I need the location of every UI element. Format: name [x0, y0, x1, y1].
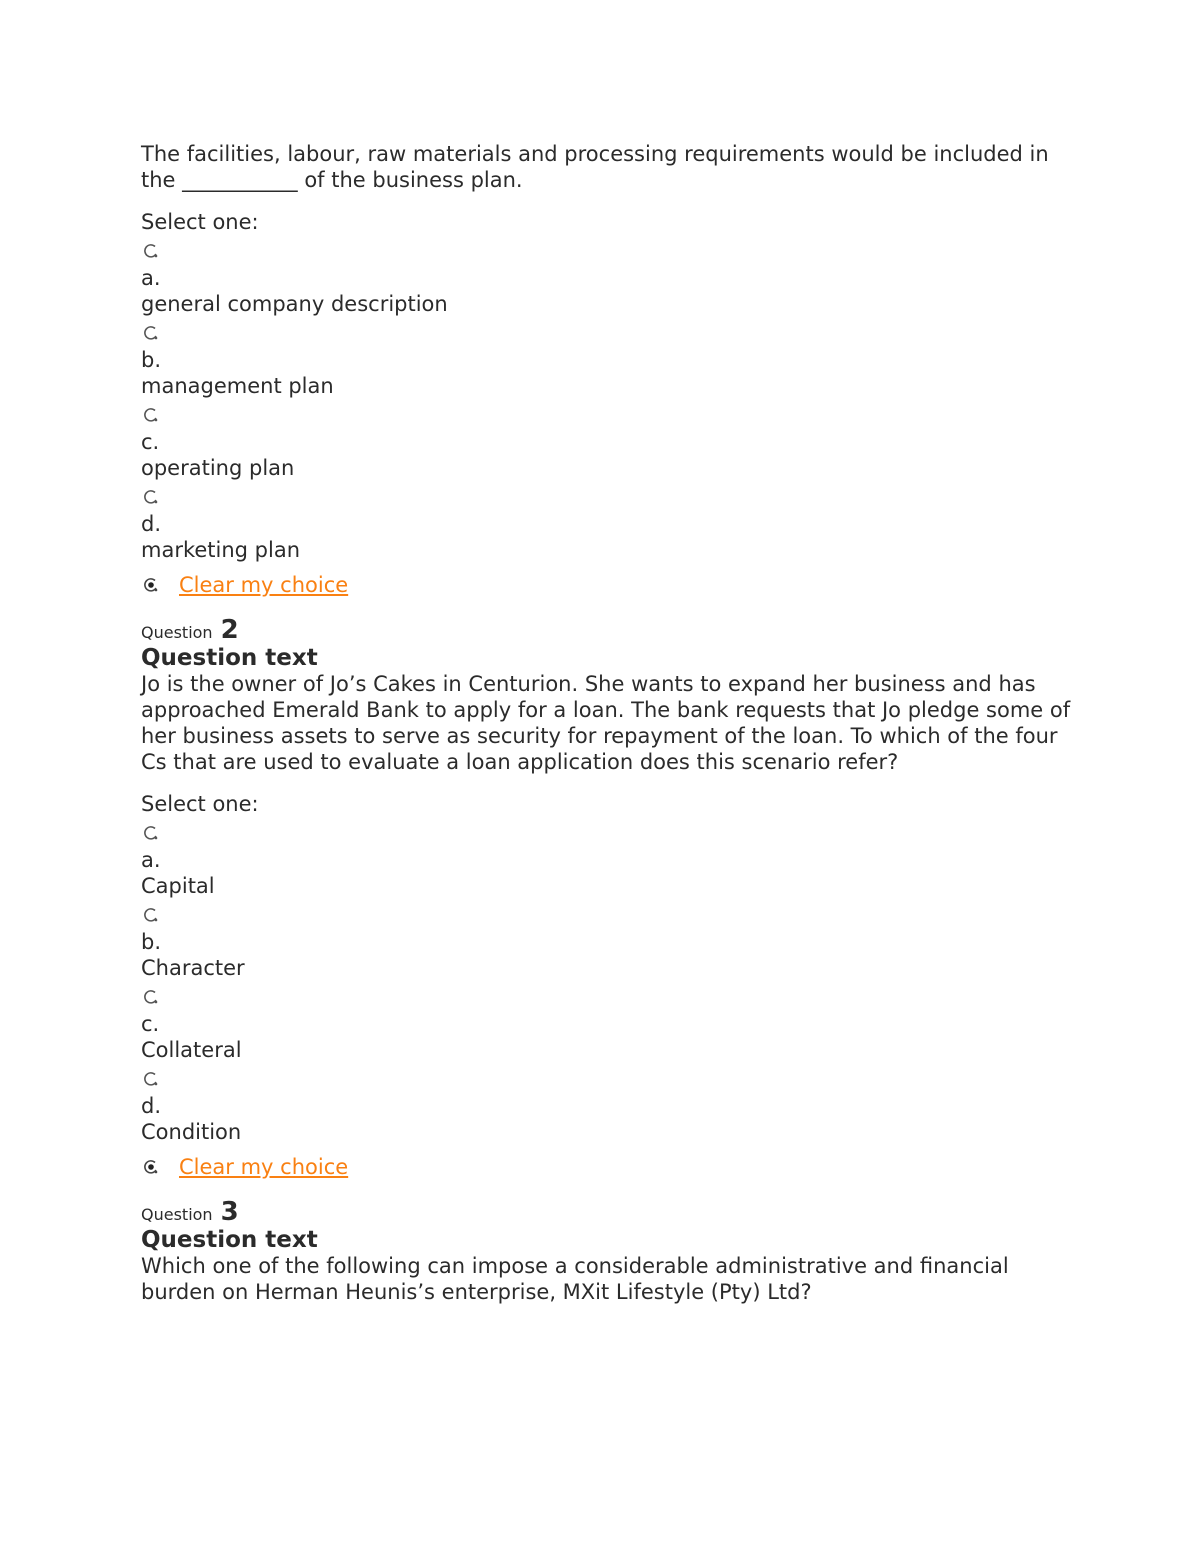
option-label[interactable]: Condition	[141, 1120, 242, 1144]
option-c[interactable]	[141, 407, 1071, 481]
option-letter: b.	[141, 348, 162, 372]
question-word: Question	[141, 1205, 213, 1224]
question-2	[141, 617, 1071, 1183]
select-one-label: Select one:	[141, 792, 259, 816]
option-letter: b.	[141, 930, 162, 954]
question-3-text: Which one of the following can impose a considerable administrative and financial burden on Herman Heunis’s enterprise, MXit Lifestyle (Pty) Ltd?	[141, 1254, 1009, 1304]
option-letter: c.	[141, 430, 160, 454]
select-one-label: Select one:	[141, 210, 259, 234]
clear-choice-row	[141, 1151, 1071, 1183]
option-letter: a.	[141, 266, 161, 290]
option-a[interactable]	[141, 243, 1071, 317]
option-b[interactable]	[141, 907, 1071, 981]
clear-my-choice-link[interactable]: Clear my choice	[179, 1155, 349, 1179]
option-c[interactable]	[141, 989, 1071, 1063]
quiz-page	[141, 141, 1071, 1305]
option-d[interactable]	[141, 1071, 1071, 1145]
question-1-text: The facilities, labour, raw materials and processing requirements would be included in the ___________ of the business plan.	[141, 142, 1049, 192]
radio-checked-icon[interactable]	[143, 1159, 159, 1175]
question-number-heading	[141, 617, 1071, 643]
option-label[interactable]: operating plan	[141, 456, 295, 480]
radio-unchecked-icon[interactable]	[143, 825, 159, 841]
option-b[interactable]	[141, 325, 1071, 399]
radio-unchecked-icon[interactable]	[143, 907, 159, 923]
clear-choice-row	[141, 569, 1071, 601]
question-3	[141, 1199, 1071, 1305]
question-1	[141, 141, 1071, 601]
clear-my-choice-link[interactable]: Clear my choice	[179, 573, 349, 597]
question-word: Question	[141, 623, 213, 642]
question-2-text: Jo is the owner of Jo’s Cakes in Centurion. She wants to expand her business and has approached Emerald Bank to apply for a loan. The bank requests that Jo pledge some of her business assets to serve as security for repayment of the loan. To which of the four Cs that are used to evaluate a loan application does this scenario refer?	[141, 672, 1071, 774]
option-label[interactable]: general company description	[141, 292, 448, 316]
option-label[interactable]: Collateral	[141, 1038, 242, 1062]
radio-unchecked-icon[interactable]	[143, 325, 159, 341]
radio-unchecked-icon[interactable]	[143, 407, 159, 423]
radio-unchecked-icon[interactable]	[143, 1071, 159, 1087]
radio-checked-icon[interactable]	[143, 577, 159, 593]
option-d[interactable]	[141, 489, 1071, 563]
option-a[interactable]	[141, 825, 1071, 899]
radio-unchecked-icon[interactable]	[143, 243, 159, 259]
question-text-heading: Question text	[141, 1227, 318, 1253]
option-label[interactable]: Capital	[141, 874, 215, 898]
option-letter: d.	[141, 512, 162, 536]
radio-unchecked-icon[interactable]	[143, 489, 159, 505]
radio-unchecked-icon[interactable]	[143, 989, 159, 1005]
option-label[interactable]: marketing plan	[141, 538, 301, 562]
option-label[interactable]: management plan	[141, 374, 334, 398]
option-letter: a.	[141, 848, 161, 872]
question-number: 3	[220, 1197, 239, 1227]
question-number: 2	[220, 615, 239, 645]
option-letter: d.	[141, 1094, 162, 1118]
question-number-heading	[141, 1199, 1071, 1225]
option-letter: c.	[141, 1012, 160, 1036]
option-label[interactable]: Character	[141, 956, 245, 980]
question-text-heading: Question text	[141, 645, 318, 671]
